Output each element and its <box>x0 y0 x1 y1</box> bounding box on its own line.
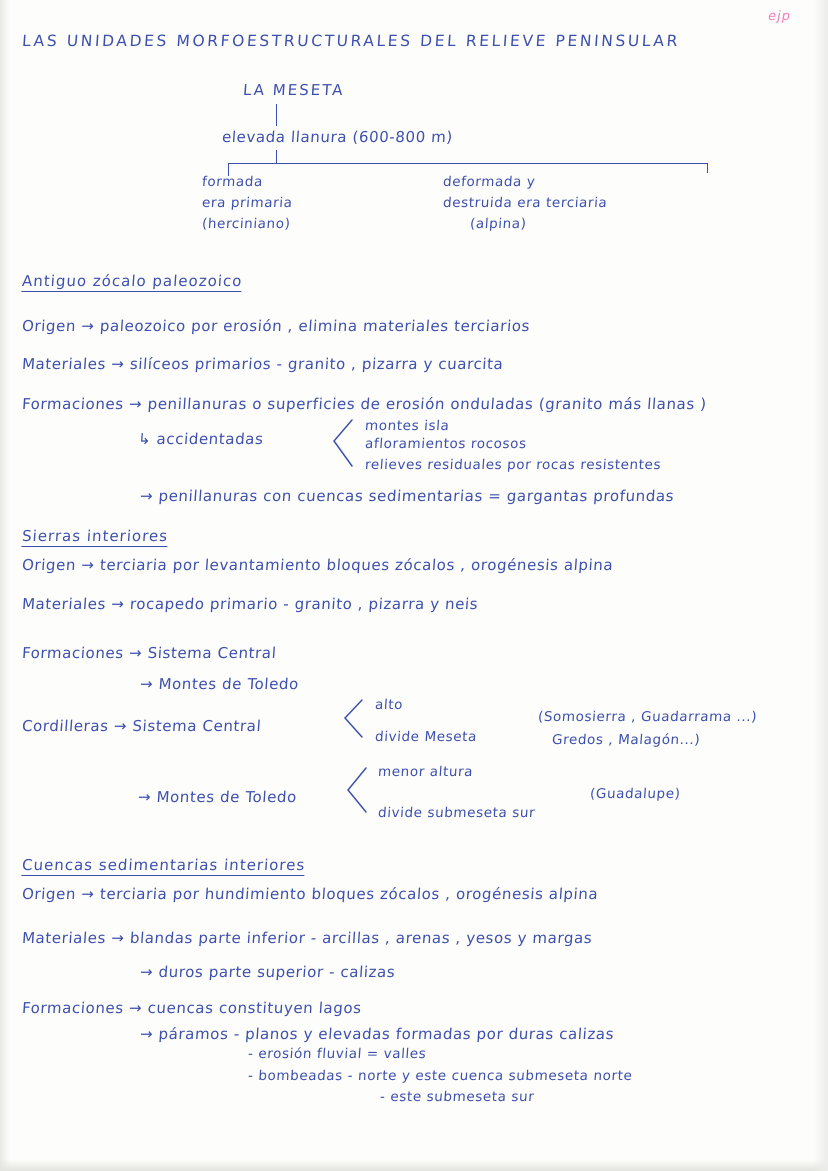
note-line: → páramos - planos y elevadas formadas por duras calizas <box>139 1025 615 1043</box>
note-line: Origen → paleozoico por erosión , elimina materiales terciarios <box>21 317 531 335</box>
note-line: (Somosierra , Guadarrama ...) <box>537 709 758 725</box>
note-line: Materiales → blandas parte inferior - arcillas , arenas , yesos y margas <box>21 929 593 947</box>
diagram-root-label: LA MESETA <box>242 81 346 99</box>
diagram-connector-vertical-mid <box>276 150 277 164</box>
note-line: Formaciones → penillanuras o superficies de erosión onduladas (granito más llanas ) <box>21 395 708 413</box>
note-line: - bombeadas - norte y este cuenca submeseta norte <box>247 1068 634 1084</box>
bracket-accidentadas <box>334 420 352 466</box>
note-line: Origen → terciaria por levantamiento bloques zócalos , orogénesis alpina <box>21 556 614 574</box>
diagram-right-line-1: deformada y <box>442 174 536 190</box>
note-line: → Montes de Toledo <box>139 675 300 693</box>
diagram-connector-right-drop <box>707 163 708 173</box>
note-line: divide Meseta <box>374 729 478 745</box>
note-line: afloramientos rocosos <box>364 436 528 452</box>
note-line: Formaciones → Sistema Central <box>21 644 278 662</box>
section-heading-sierras: Sierras interiores <box>21 528 168 547</box>
note-line: - este submeseta sur <box>379 1089 535 1105</box>
page-bottom-shadow <box>0 1159 828 1171</box>
note-line: Materiales → rocapedo primario - granito , pizarra y neis <box>21 595 479 613</box>
diagram-connector-vertical-top <box>276 104 277 126</box>
section-heading-zocalo: Antiguo zócalo paleozoico <box>21 273 243 292</box>
section-heading-cuencas: Cuencas sedimentarias interiores <box>21 857 306 876</box>
note-line: → duros parte superior - calizas <box>139 963 396 981</box>
note-line: (Guadalupe) <box>589 786 682 802</box>
diagram-subtitle: elevada llanura (600-800 m) <box>221 128 454 146</box>
note-line: → penillanuras con cuencas sedimentarias = gargantas profundas <box>139 487 675 505</box>
note-line: menor altura <box>377 764 474 780</box>
diagram-left-line-3: (herciniano) <box>201 216 292 232</box>
diagram-left-line-1: formada <box>201 174 264 190</box>
note-line: - erosión fluvial = valles <box>247 1046 427 1062</box>
diagram-connector-horizontal <box>228 163 708 164</box>
note-line: Cordilleras → Sistema Central <box>21 717 262 735</box>
diagram-right-line-3: (alpina) <box>469 216 528 232</box>
page-title: LAS UNIDADES MORFOESTRUCTURALES DEL RELIEVE PENINSULAR <box>21 32 681 50</box>
note-line: ↳ accidentadas <box>137 430 265 448</box>
note-line: Gredos , Malagón...) <box>551 732 701 748</box>
note-line: Origen → terciaria por hundimiento bloques zócalos , orogénesis alpina <box>21 885 599 903</box>
note-line: montes isla <box>364 418 450 434</box>
diagram-left-line-2: era primaria <box>201 195 294 211</box>
corner-annotation: ejp <box>766 9 793 24</box>
bracket-montes-toledo <box>348 768 366 812</box>
note-line: relieves residuales por rocas resistentes <box>364 457 662 473</box>
note-line: divide submeseta sur <box>377 805 536 821</box>
note-line: Formaciones → cuencas constituyen lagos <box>21 999 363 1017</box>
note-line: alto <box>374 697 404 713</box>
note-line: → Montes de Toledo <box>137 788 298 806</box>
bracket-sistema-central <box>345 700 362 737</box>
diagram-right-line-2: destruida era terciaria <box>442 195 608 211</box>
note-line: Materiales → silíceos primarios - granito , pizarra y cuarcita <box>21 355 505 373</box>
